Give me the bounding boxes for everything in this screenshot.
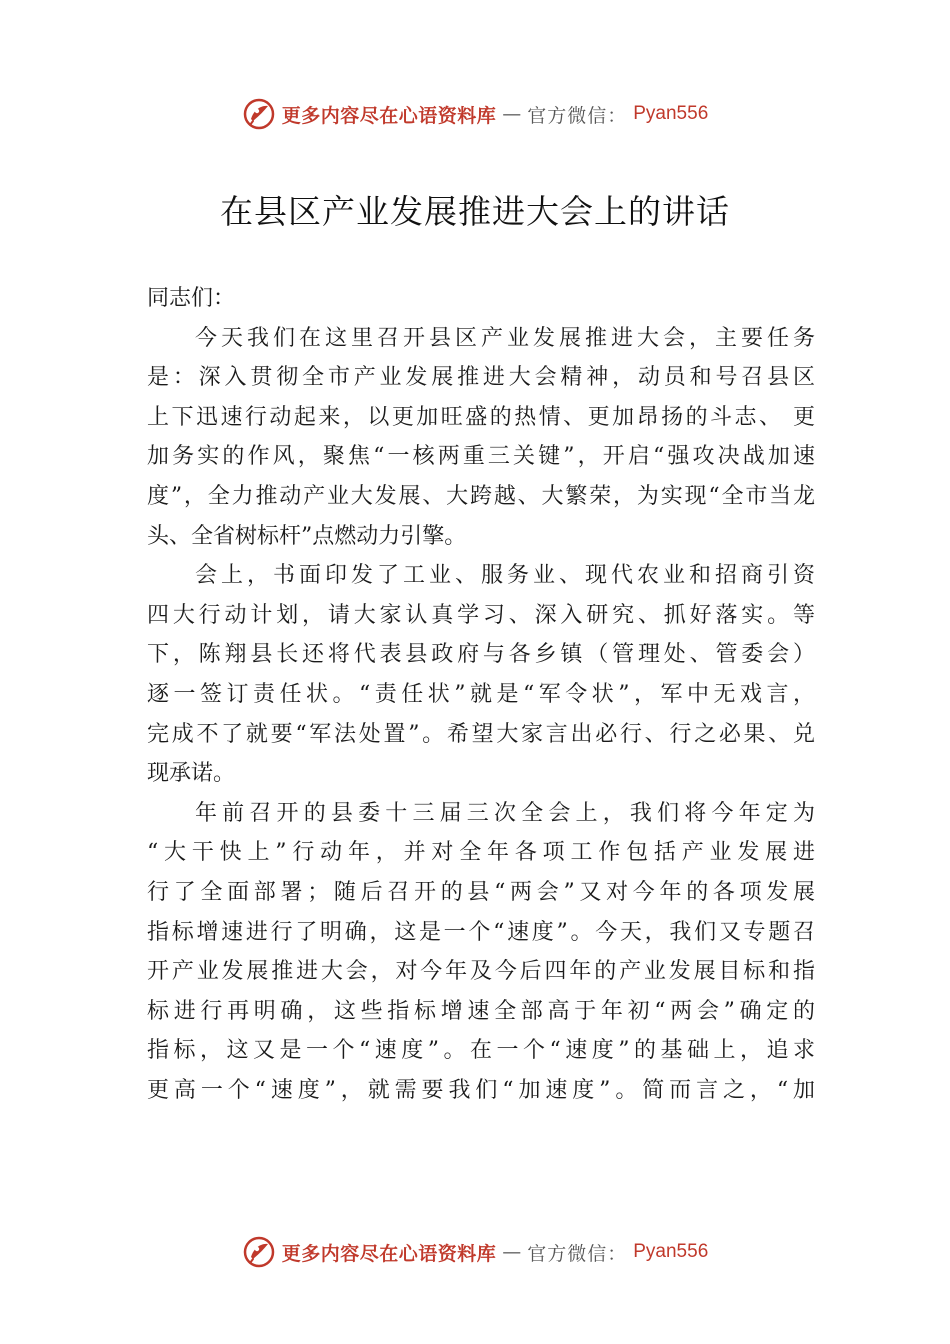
body-line: 头、全省树标杆”点燃动力引擎。 bbox=[147, 523, 467, 549]
body-line: 标进行再明确，这些指标增速全部高于年初“两会”确定的 bbox=[147, 998, 815, 1024]
banner-wechat-id: Pyan556 bbox=[633, 103, 709, 124]
brand-logo-icon bbox=[242, 97, 276, 131]
body-line: 指标增速进行了明确，这是一个“速度”。今天，我们又专题召 bbox=[147, 919, 815, 945]
body-line: 会上，书面印发了工业、服务业、现代农业和招商引资 bbox=[195, 563, 815, 589]
body-line: 现承诺。 bbox=[147, 761, 236, 787]
banner-brand-text: 更多内容尽在心语资料库 bbox=[281, 1242, 497, 1265]
banner-dash: — bbox=[502, 1241, 522, 1263]
body-line: 度”，全力推动产业大发展、大跨越、大繁荣，为实现“全市当龙 bbox=[147, 483, 815, 509]
banner-wechat-label: 官方微信： bbox=[527, 104, 628, 127]
document-title: 在县区产业发展推进大会上的讲话 bbox=[220, 192, 730, 231]
footer-banner bbox=[0, 1232, 950, 1272]
body-line: 加务实的作风，聚焦“一核两重三关键”，开启“强攻决战加速 bbox=[147, 444, 815, 470]
body-line: 下，陈翔县长还将代表县政府与各乡镇（管理处、管委会） bbox=[147, 642, 815, 668]
body-line: 今天我们在这里召开县区产业发展推进大会，主要任务 bbox=[195, 325, 815, 351]
salutation: 同志们： bbox=[147, 286, 236, 311]
banner-dash: — bbox=[502, 103, 522, 125]
body-line: 逐一签订责任状。“责任状”就是“军令状”，军中无戏言， bbox=[147, 681, 815, 707]
body-line: 行了全面部署；随后召开的县“两会”又对今年的各项发展 bbox=[147, 879, 815, 905]
body-line: “大干快上”行动年，并对全年各项工作包括产业发展进 bbox=[147, 840, 815, 866]
header-banner bbox=[0, 94, 950, 134]
banner-brand-text: 更多内容尽在心语资料库 bbox=[281, 104, 497, 127]
body-line: 上下迅速行动起来，以更加旺盛的热情、更加昂扬的斗志、 更 bbox=[147, 404, 815, 430]
banner-wechat-id: Pyan556 bbox=[633, 1241, 709, 1262]
banner-wechat-label: 官方微信： bbox=[527, 1242, 628, 1265]
body-line: 是：深入贯彻全市产业发展推进大会精神，动员和号召县区 bbox=[147, 365, 815, 391]
body-line: 指标，这又是一个“速度”。在一个“速度”的基础上，追求 bbox=[147, 1038, 815, 1064]
brand-logo-icon bbox=[242, 1235, 276, 1269]
body-line: 年前召开的县委十三届三次全会上，我们将今年定为 bbox=[195, 800, 815, 826]
body-line: 四大行动计划，请大家认真学习、深入研究、抓好落实。等 bbox=[147, 602, 815, 628]
document-body bbox=[147, 279, 815, 1110]
body-line: 完成不了就要“军法处置”。希望大家言出必行、行之必果、兑 bbox=[147, 721, 815, 747]
body-line: 开产业发展推进大会，对今年及今后四年的产业发展目标和指 bbox=[147, 959, 815, 985]
body-line: 更高一个“速度”，就需要我们“加速度”。简而言之，“加 bbox=[147, 1077, 815, 1103]
